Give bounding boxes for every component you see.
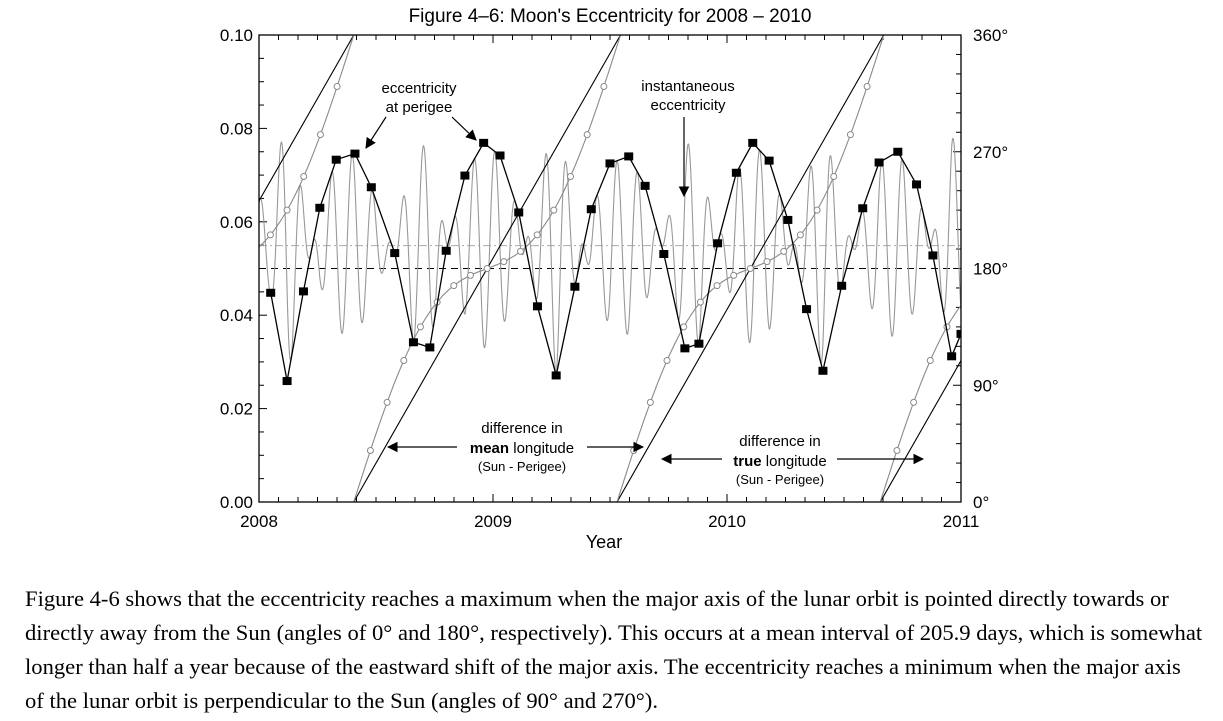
y2-axis-tick-labels [973, 26, 1008, 512]
y-tick-label: 0.10 [219, 26, 253, 45]
annotation-inst-line1: instantaneous [641, 78, 735, 95]
perigee-point [947, 352, 956, 360]
y-tick-label: 0.02 [219, 399, 253, 419]
perigee-point [858, 204, 867, 212]
perigee-point [680, 344, 689, 352]
perigee-point [694, 340, 703, 348]
true-longitude-point [401, 358, 407, 364]
true-longitude-point [831, 173, 837, 179]
perigee-point [409, 338, 418, 346]
true-longitude-point [714, 283, 720, 289]
true-longitude-point [134, 358, 140, 364]
perigee-point [732, 169, 741, 177]
true-longitude-point [451, 283, 457, 289]
true-longitude-point [101, 447, 107, 453]
perigee-point [332, 156, 341, 164]
y-tick-label: 0.06 [219, 212, 253, 232]
figure-caption [25, 582, 1205, 718]
true-longitude-point [334, 84, 340, 90]
x-tick-label: 2008 [240, 512, 278, 531]
true-longitude-point [1044, 248, 1050, 254]
perigee-point [912, 180, 921, 188]
annotation-ecc-line2: at perigee [385, 99, 453, 116]
true-longitude-point [251, 248, 257, 254]
annotation-true-line1: difference in [739, 433, 821, 450]
true-longitude-point [977, 283, 983, 289]
perigee-point [928, 251, 937, 259]
perigee-point [837, 282, 846, 290]
true-longitude-point [301, 173, 307, 179]
true-longitude-point [1111, 132, 1117, 138]
true-longitude-point [664, 358, 670, 364]
true-longitude-point [568, 173, 574, 179]
true-longitude-point [747, 266, 753, 272]
annotation-true-line3: (Sun - Perigee) [735, 472, 825, 487]
annotation-ecc-line1: eccentricity [381, 80, 457, 97]
true-longitude-point [117, 399, 123, 405]
true-longitude-point [367, 447, 373, 453]
x-tick-label: 2010 [708, 512, 746, 531]
annotation-mean-longitude [388, 420, 643, 474]
true-longitude-point [184, 283, 190, 289]
perigee-point [479, 139, 488, 147]
true-longitude-point [697, 299, 703, 305]
true-longitude-point [864, 84, 870, 90]
true-longitude-point [731, 272, 737, 278]
perigee-point [818, 367, 827, 375]
true-longitude-point [1077, 207, 1083, 213]
true-longitude-point [151, 324, 157, 330]
perigee-point [514, 208, 523, 216]
annotation-mean-line1: difference in [481, 420, 563, 437]
true-longitude-point [484, 266, 490, 272]
true-longitude-point [467, 272, 473, 278]
perigee-point [587, 205, 596, 213]
perigee-point [367, 183, 376, 191]
true-longitude-point [317, 132, 323, 138]
true-longitude-point [781, 248, 787, 254]
caption-text: Figure 4-6 shows that the eccentricity reaches a maximum when the major axis of the lunar orbit is pointed directly towards or directly away from the Sun (angles of 0° and 180°, respectively). This occurs at a mean interval of 205.9 days, which is somewhat longer than half a year because of the eastward shift of the major axis. The eccentricity reaches a minimum when the major axis of the lunar orbit is perpendicular to the Sun (angles of 90° and 270°). [25, 586, 1203, 713]
annotation-true-line2: true longitude [733, 453, 827, 470]
chart-title: Figure 4–6: Moon's Eccentricity for 2008 – 2010 [408, 6, 812, 27]
perigee-point [641, 182, 650, 190]
perigee-point [460, 172, 469, 180]
perigee-point [624, 152, 633, 160]
perigee-point [713, 239, 722, 247]
true-longitude-point [814, 207, 820, 213]
true-longitude-point [681, 324, 687, 330]
true-longitude-point [534, 232, 540, 238]
true-longitude-point [517, 248, 523, 254]
annotation-inst-line2: eccentricity [650, 97, 726, 114]
true-longitude-point [1061, 232, 1067, 238]
true-longitude-point [911, 399, 917, 405]
perigee-point [875, 158, 884, 166]
perigee-point [315, 204, 324, 212]
true-longitude-point [1094, 173, 1100, 179]
perigee-point [390, 249, 399, 257]
y2-tick-label: 360° [973, 26, 1009, 45]
perigee-point [283, 377, 292, 385]
perigee-point [266, 289, 275, 297]
true-longitude-point [167, 299, 173, 305]
true-longitude-point [217, 266, 223, 272]
y-tick-label: 0.00 [219, 493, 253, 512]
perigee-point [496, 151, 505, 159]
x-tick-label: 2009 [474, 512, 512, 531]
true-longitude-point [847, 132, 853, 138]
y2-tick-label: 90° [973, 376, 999, 396]
true-longitude-point [797, 232, 803, 238]
perigee-point [299, 287, 308, 295]
perigee-point [659, 250, 668, 258]
annotation-true-longitude [662, 433, 923, 487]
true-longitude-point [647, 399, 653, 405]
true-longitude-point [631, 447, 637, 453]
annotation-mean-line2: mean longitude [469, 440, 575, 457]
y-tick-label: 0.04 [219, 306, 253, 326]
true-longitude-point [267, 232, 273, 238]
true-longitude-point [927, 358, 933, 364]
perigee-point [442, 247, 451, 255]
true-longitude-point [1127, 84, 1133, 90]
perigee-point [350, 150, 359, 158]
x-axis-label: Year [585, 532, 623, 552]
y2-tick-label: 0° [973, 493, 990, 512]
true-longitude-point [384, 399, 390, 405]
perigee-point [533, 302, 542, 310]
y-tick-label: 0.08 [219, 119, 253, 139]
x-tick-label: 2011 [942, 512, 980, 531]
perigee-point [570, 283, 579, 291]
true-longitude-point [417, 324, 423, 330]
true-longitude-point [1027, 259, 1033, 265]
perigee-point [765, 157, 774, 165]
perigee-point [606, 159, 615, 167]
true-longitude-point [284, 207, 290, 213]
perigee-eccentricity-series [266, 139, 965, 385]
annotation-mean-line3: (Sun - Perigee) [477, 459, 567, 474]
true-longitude-point [601, 84, 607, 90]
perigee-point [748, 139, 757, 147]
perigee-point [893, 148, 902, 156]
y-axis-tick-labels [220, 26, 253, 512]
annotation-instantaneous [641, 78, 734, 196]
true-longitude-point [234, 259, 240, 265]
true-longitude-point [894, 447, 900, 453]
true-longitude-point [201, 272, 207, 278]
true-longitude-point [764, 259, 770, 265]
true-longitude-point [584, 132, 590, 138]
annotation-eccentricity-at-perigee [366, 80, 476, 148]
y2-tick-label: 180° [973, 259, 1009, 279]
perigee-point [425, 343, 434, 351]
y2-tick-label: 270° [973, 142, 1009, 162]
true-longitude-point [501, 259, 507, 265]
true-longitude-point [551, 207, 557, 213]
perigee-point [552, 371, 561, 379]
perigee-line [271, 143, 961, 381]
true-longitude-point [1011, 266, 1017, 272]
perigee-point [783, 216, 792, 224]
perigee-point [802, 305, 811, 313]
x-axis-tick-labels [240, 512, 979, 531]
